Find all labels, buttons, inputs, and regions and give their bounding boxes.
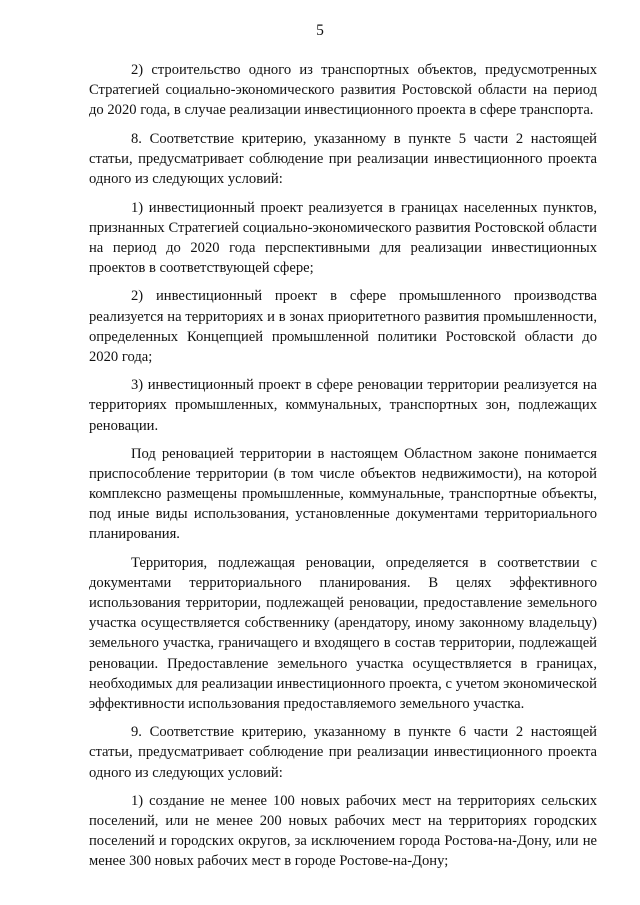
paragraph-condition-new-jobs: 1) создание не менее 100 новых рабочих мест на территориях сельских поселений, или не менее 200 новых рабочих мест на территориях городских поселений и городских округов, за исключением города Ростова-на-Дону, или не менее 300 новых рабочих мест в городе Ростове-на-Дону; <box>89 793 597 870</box>
paragraph-criterion-9: 9. Соответствие критерию, указанному в пункте 6 части 2 настоящей статьи, предусматривает соблюдение при реализации инвестиционного проекта одного из следующих условий: <box>89 724 597 781</box>
paragraph-condition-industrial-zones: 2) инвестиционный проект в сфере промышленного производства реализуется на территориях и в зонах приоритетного развития промышленности, определенных Концепцией промышленной политики Ростовской области до 2020 года; <box>89 288 597 365</box>
paragraph-condition-renovation: 3) инвестиционный проект в сфере реновации территории реализуется на территориях промышленных, коммунальных, транспортных зон, подлежащих реновации. <box>89 377 597 434</box>
paragraph-criterion-8: 8. Соответствие критерию, указанному в пункте 5 части 2 настоящей статьи, предусматривает соблюдение при реализации инвестиционного проекта одного из следующих условий: <box>89 130 597 187</box>
paragraph-renovation-territory: Территория, подлежащая реновации, определяется в соответствии с документами территориального планирования. В целях эффективного использования территории, подлежащей реновации, предоставление земельного участка осуществляется собственнику (арендатору, иному законному владельцу) земельного участка, граничащего и входящего в состав территории, подлежащей реновации. Предоставление земельного участка осуществляется в границах, необходимых для реализации инвестиционного проекта, с учетом экономической эффективности использования предоставляемого земельного участка. <box>89 555 597 712</box>
page-number: 5 <box>316 22 324 39</box>
paragraph-transport-objects: 2) строительство одного из транспортных объектов, предусмотренных Стратегией социально-экономического развития Ростовской области на период до 2020 года, в случае реализации инвестиционного проекта в сфере транспорта. <box>89 62 597 119</box>
paragraph-condition-settlements: 1) инвестиционный проект реализуется в границах населенных пунктов, признанных Стратегией социально-экономического развития Ростовской области на период до 2020 года перспективными для реализации инвестиционных проектов в соответствующей сфере; <box>89 199 597 276</box>
paragraph-renovation-definition: Под реновацией территории в настоящем Областном законе понимается приспособление территории (в том числе объектов недвижимости), на которой комплексно размещены промышленные, коммунальные, транспортные объекты, под иные виды использования, установленные документами территориального планирования. <box>89 446 597 543</box>
document-body <box>89 60 597 880</box>
